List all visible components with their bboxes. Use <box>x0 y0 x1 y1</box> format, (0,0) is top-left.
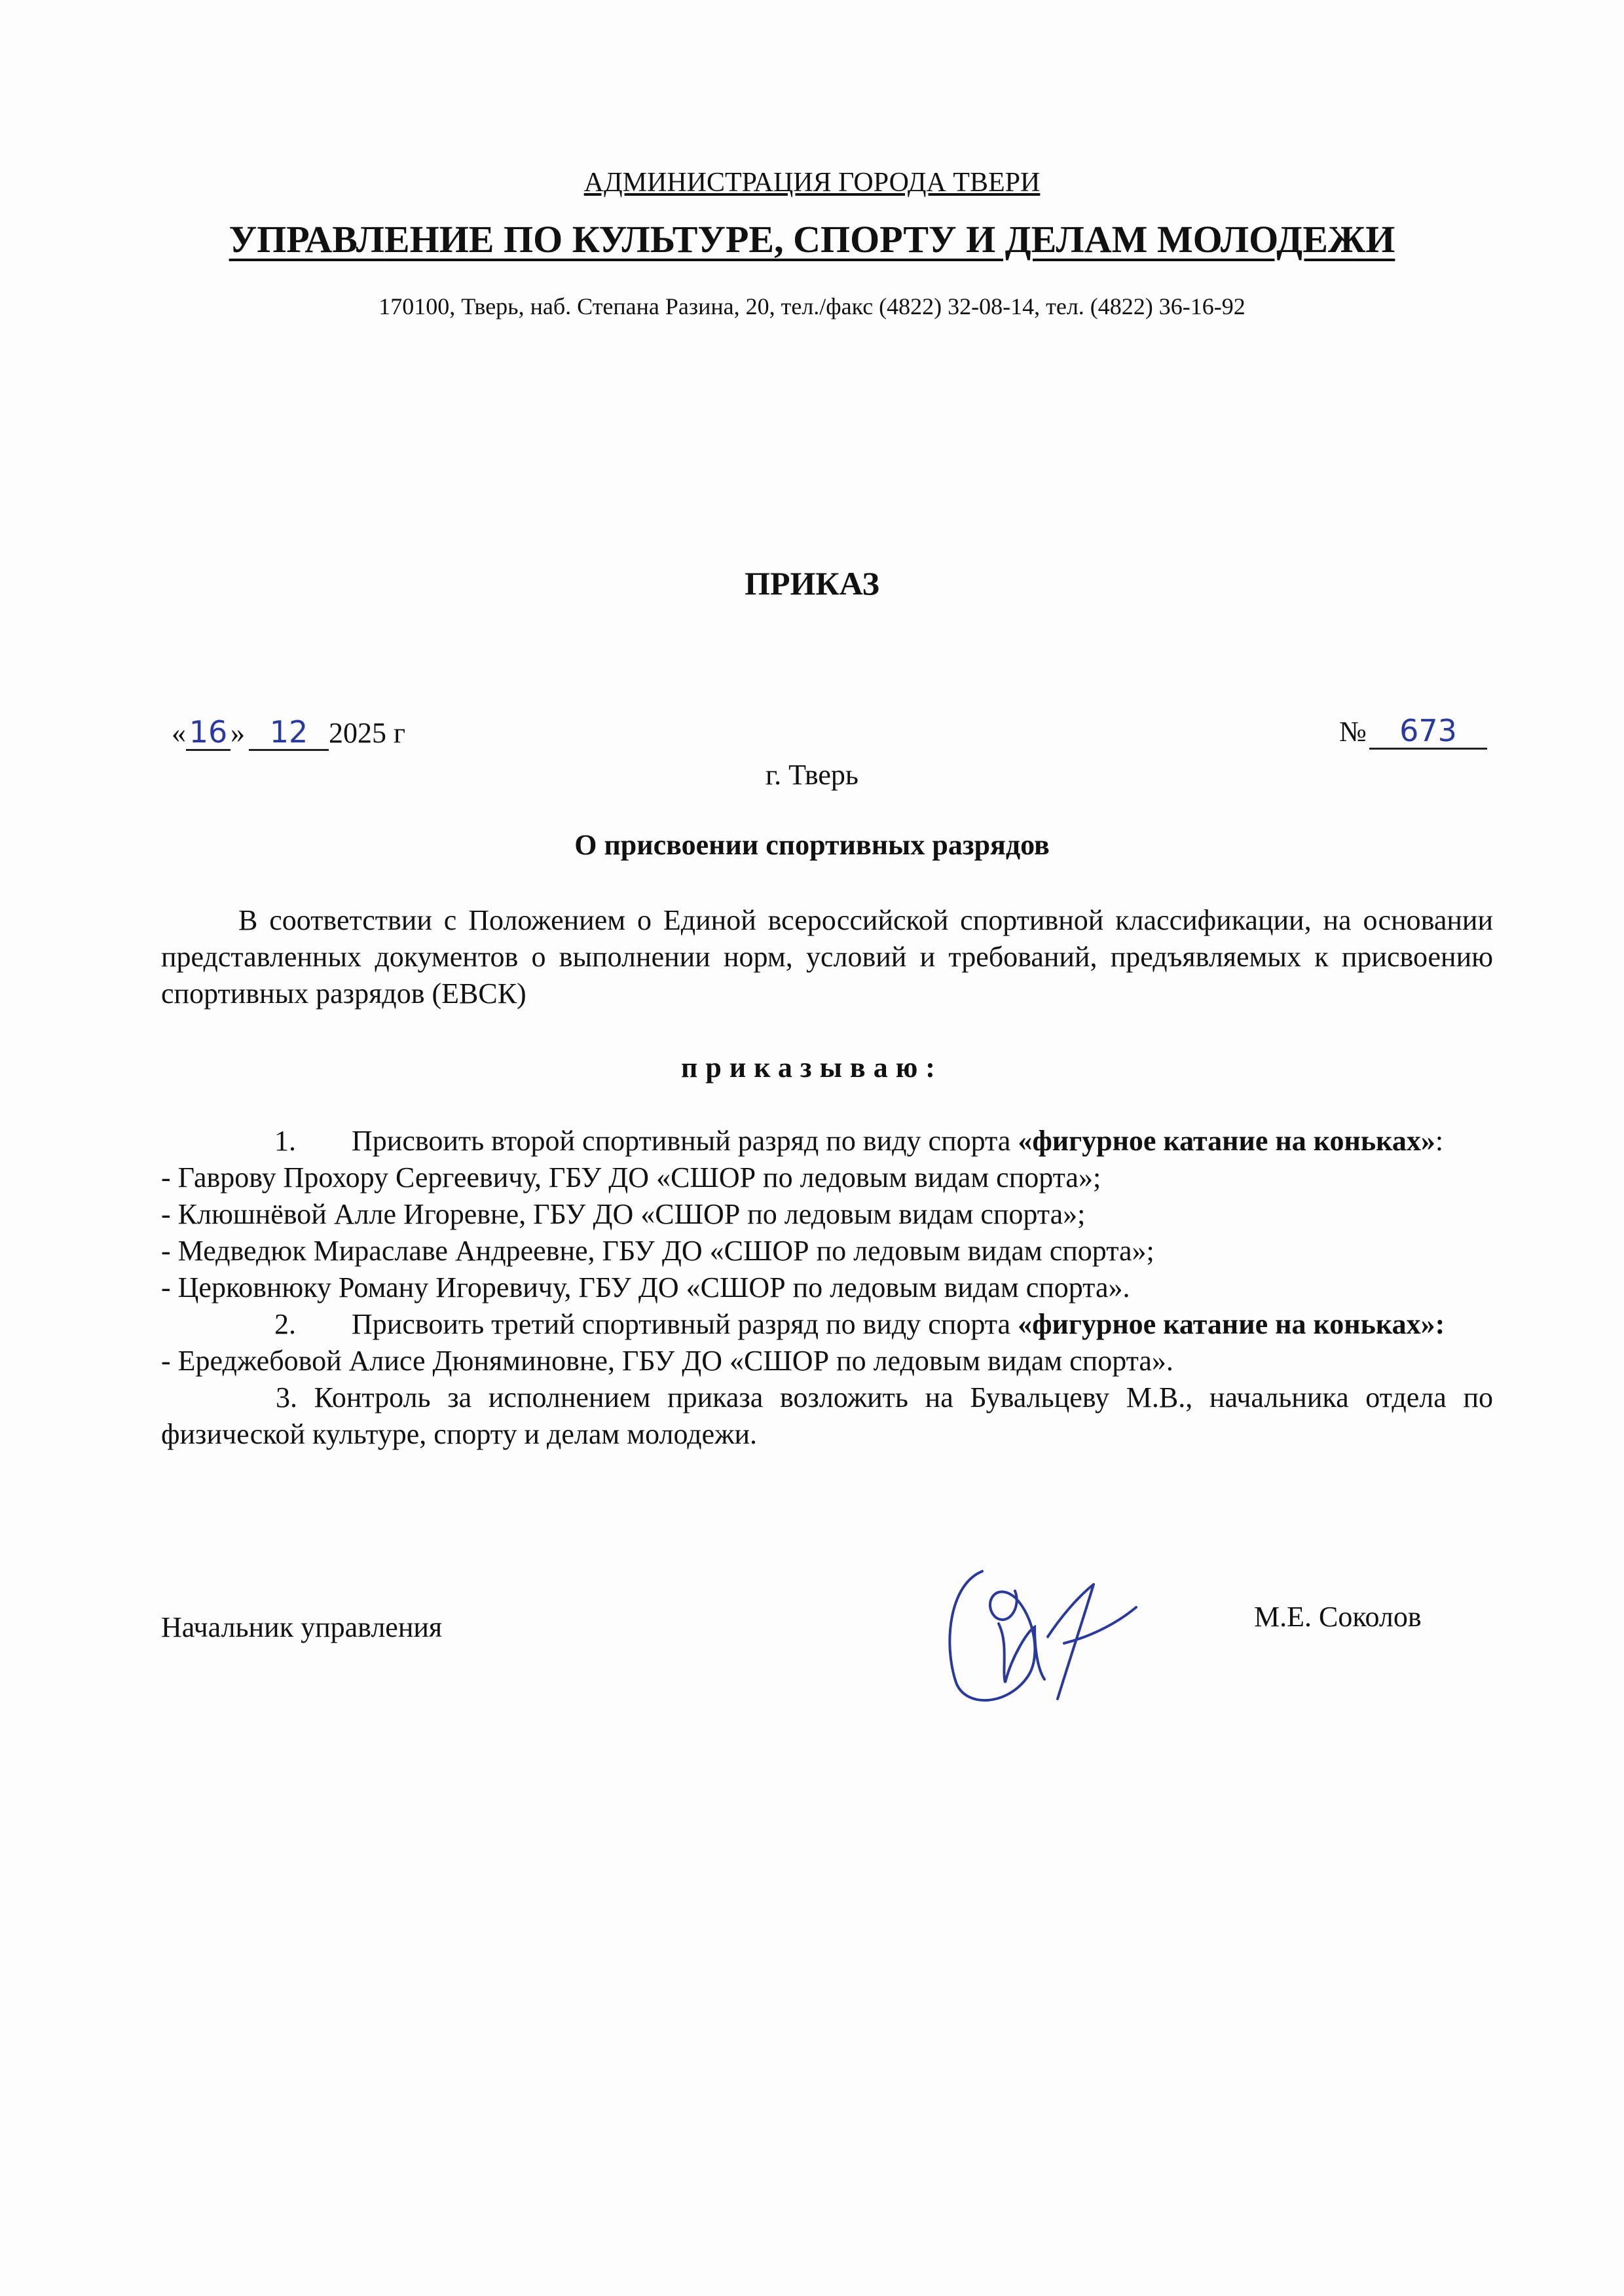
item-1-text: Присвоить второй спортивный разряд по виду спорта <box>352 1125 1018 1157</box>
preamble-paragraph: В соответствии с Положением о Единой всероссийской спортивной классификации, на основании представленных документов о выполнении норм, условий и требований, предъявляемых к присвоению спортивных разрядов (ЕВСК) <box>161 904 1493 1010</box>
number-label: № <box>1339 716 1367 748</box>
department-name: УПРАВЛЕНИЕ ПО КУЛЬТУРЕ, СПОРТУ И ДЕЛАМ МОЛОДЕЖИ <box>229 218 1395 261</box>
item-1-colon: : <box>1435 1125 1444 1157</box>
number-value: 673 <box>1369 714 1487 750</box>
item-1-sport: «фигурное катание на коньках» <box>1018 1125 1435 1157</box>
document-number <box>1339 714 1487 750</box>
item-2-number: 2. <box>274 1308 296 1340</box>
list-item: - Ереджебовой Алисе Дюняминовне, ГБУ ДО «СШОР по ледовым видам спорта». <box>161 1345 1173 1377</box>
list-item: - Гаврову Прохору Сергеевичу, ГБУ ДО «СШОР по ледовым видам спорта»; <box>161 1161 1101 1194</box>
item-1-number: 1. <box>274 1125 296 1157</box>
order-word: приказываю: <box>681 1051 943 1084</box>
order-items <box>161 1123 1493 1453</box>
list-item: - Клюшнёвой Алле Игоревне, ГБУ ДО «СШОР по ледовым видам спорта»; <box>161 1198 1086 1230</box>
item-3: 3. Контроль за исполнением приказа возложить на Бувальцеву М.В., начальника отдела по физической культуре, спорту и делам молодежи. <box>161 1381 1493 1450</box>
item-1 <box>161 1123 1493 1159</box>
department-address: 170100, Тверь, наб. Степана Разина, 20, тел./факс (4822) 32-08-14, тел. (4822) 36-16-92 <box>378 293 1246 319</box>
list-item: - Медведюк Мираславе Андреевне, ГБУ ДО «СШОР по ледовым видам спорта»; <box>161 1235 1154 1267</box>
item-2-text: Присвоить третий спортивный разряд по виду спорта <box>352 1308 1018 1340</box>
date-month: 12 <box>249 715 329 751</box>
signatory-name: М.Е. Соколов <box>1254 1601 1422 1633</box>
list-item: - Церковнюку Роману Игоревичу, ГБУ ДО «СШОР по ледовым видам спорта». <box>161 1271 1130 1303</box>
item-2-sport: «фигурное катание на коньках»: <box>1018 1308 1445 1340</box>
signatory-position: Начальник управления <box>161 1611 443 1643</box>
document-city: г. Тверь <box>766 759 858 791</box>
date-close-quote: » <box>231 717 245 749</box>
date-open-quote: « <box>172 717 186 749</box>
handwritten-signature <box>936 1545 1146 1715</box>
administration-name: АДМИНИСТРАЦИЯ ГОРОДА ТВЕРИ <box>583 168 1041 198</box>
date-year: 2025 г <box>329 717 406 749</box>
document-subject: О присвоении спортивных разрядов <box>574 829 1050 861</box>
date-day: 16 <box>186 715 231 751</box>
document-date <box>172 715 405 751</box>
document-title: ПРИКАЗ <box>745 565 879 602</box>
item-2 <box>161 1306 1493 1343</box>
